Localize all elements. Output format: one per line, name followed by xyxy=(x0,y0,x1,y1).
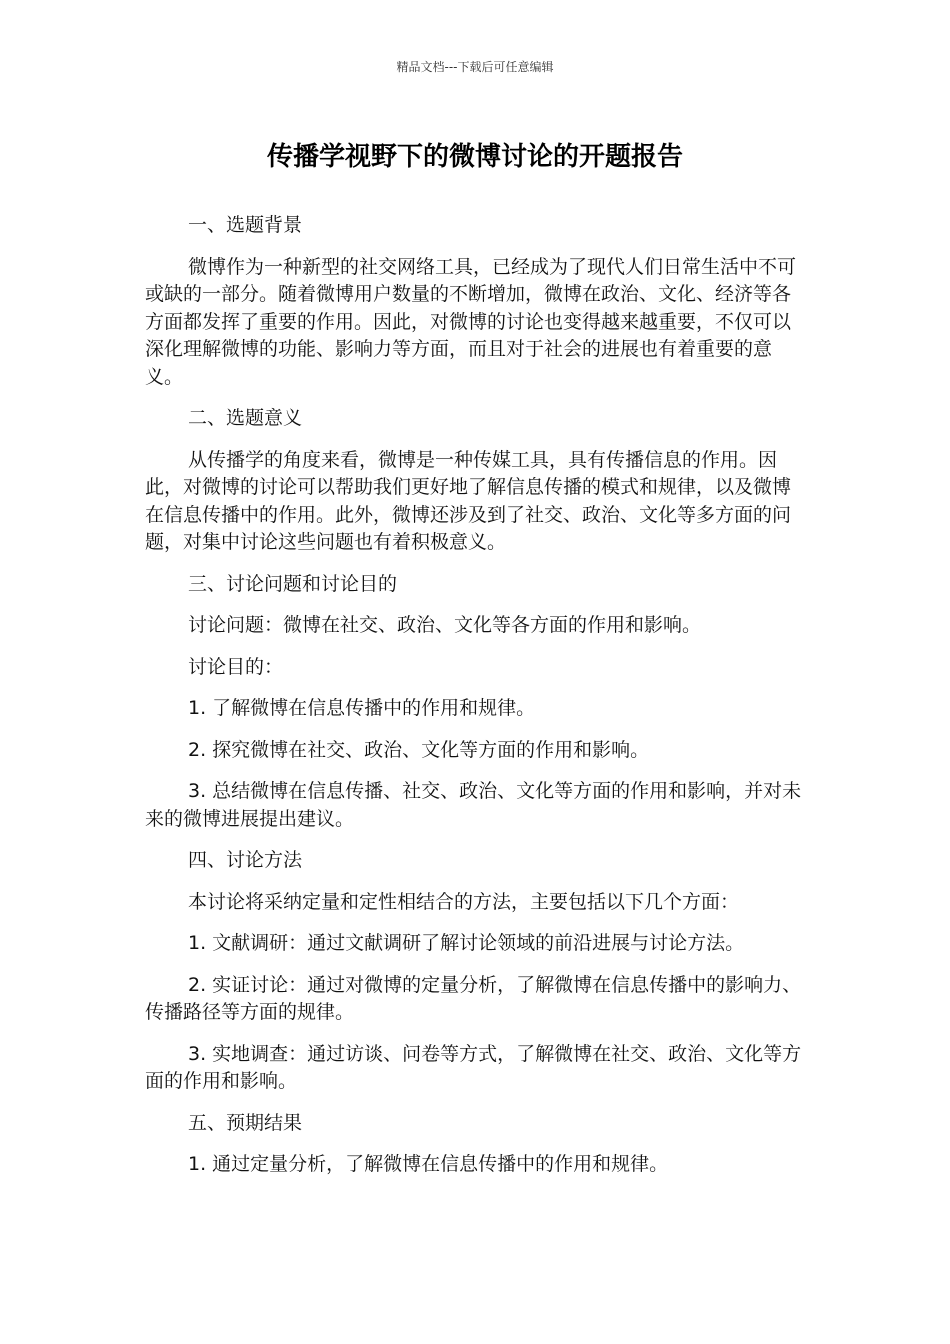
document-body xyxy=(145,212,805,1193)
paragraph-research-goals-label: 讨论目的： xyxy=(188,655,284,678)
list-item-goal-1: 1. 了解微博在信息传播中的作用和规律。 xyxy=(188,697,536,719)
paragraph-significance: 从传播学的角度来看，微博是一种传媒工具，具有传播信息的作用。因此，对微博的讨论可以帮助我们更好地了解信息传播的模式和规律，以及微博在信息传播中的作用。此外，微博还涉及到了社交、政治、文化等多方面的问题，对集中讨论这些问题也有着积极意义。 xyxy=(145,448,792,553)
document-title: 传播学视野下的微博讨论的开题报告 xyxy=(266,142,683,172)
section-heading-questions-goals: 三、讨论问题和讨论目的 xyxy=(188,572,398,595)
paragraph-methods-intro: 本讨论将采纳定量和定性相结合的方法，主要包括以下几个方面： xyxy=(188,890,740,913)
list-item-method-1: 1. 文献调研：通过文献调研了解讨论领域的前沿进展与讨论方法。 xyxy=(188,932,745,954)
section-heading-expected-results: 五、预期结果 xyxy=(188,1111,303,1134)
list-item-goal-3: 3. 总结微博在信息传播、社交、政治、文化等方面的作用和影响，并对未来的微博进展提出建议。 xyxy=(145,780,802,830)
list-item-goal-2: 2. 探究微博在社交、政治、文化等方面的作用和影响。 xyxy=(188,738,650,761)
header-note: 精品文档---下载后可任意编辑 xyxy=(396,60,554,74)
section-heading-significance: 二、选题意义 xyxy=(188,407,303,429)
list-item-method-3: 3. 实地调查：通过访谈、问卷等方式，了解微博在社交、政治、文化等方面的作用和影响。 xyxy=(145,1042,802,1092)
list-item-result-1: 1. 通过定量分析，了解微博在信息传播中的作用和规律。 xyxy=(188,1153,669,1175)
section-heading-methods: 四、讨论方法 xyxy=(188,849,303,871)
list-item-method-2: 2. 实证讨论：通过对微博的定量分析，了解微博在信息传播中的影响力、传播路径等方面的规律。 xyxy=(145,973,802,1023)
section-heading-background: 一、选题背景 xyxy=(188,214,303,236)
paragraph-background: 微博作为一种新型的社交网络工具，已经成为了现代人们日常生活中不可或缺的一部分。随着微博用户数量的不断增加，微博在政治、文化、经济等各方面都发挥了重要的作用。因此，对微博的讨论也变得越来越重要，不仅可以深化理解微博的功能、影响力等方面，而且对于社会的进展也有着重要的意义。 xyxy=(145,255,797,388)
paragraph-research-question: 讨论问题：微博在社交、政治、文化等各方面的作用和影响。 xyxy=(188,614,702,636)
